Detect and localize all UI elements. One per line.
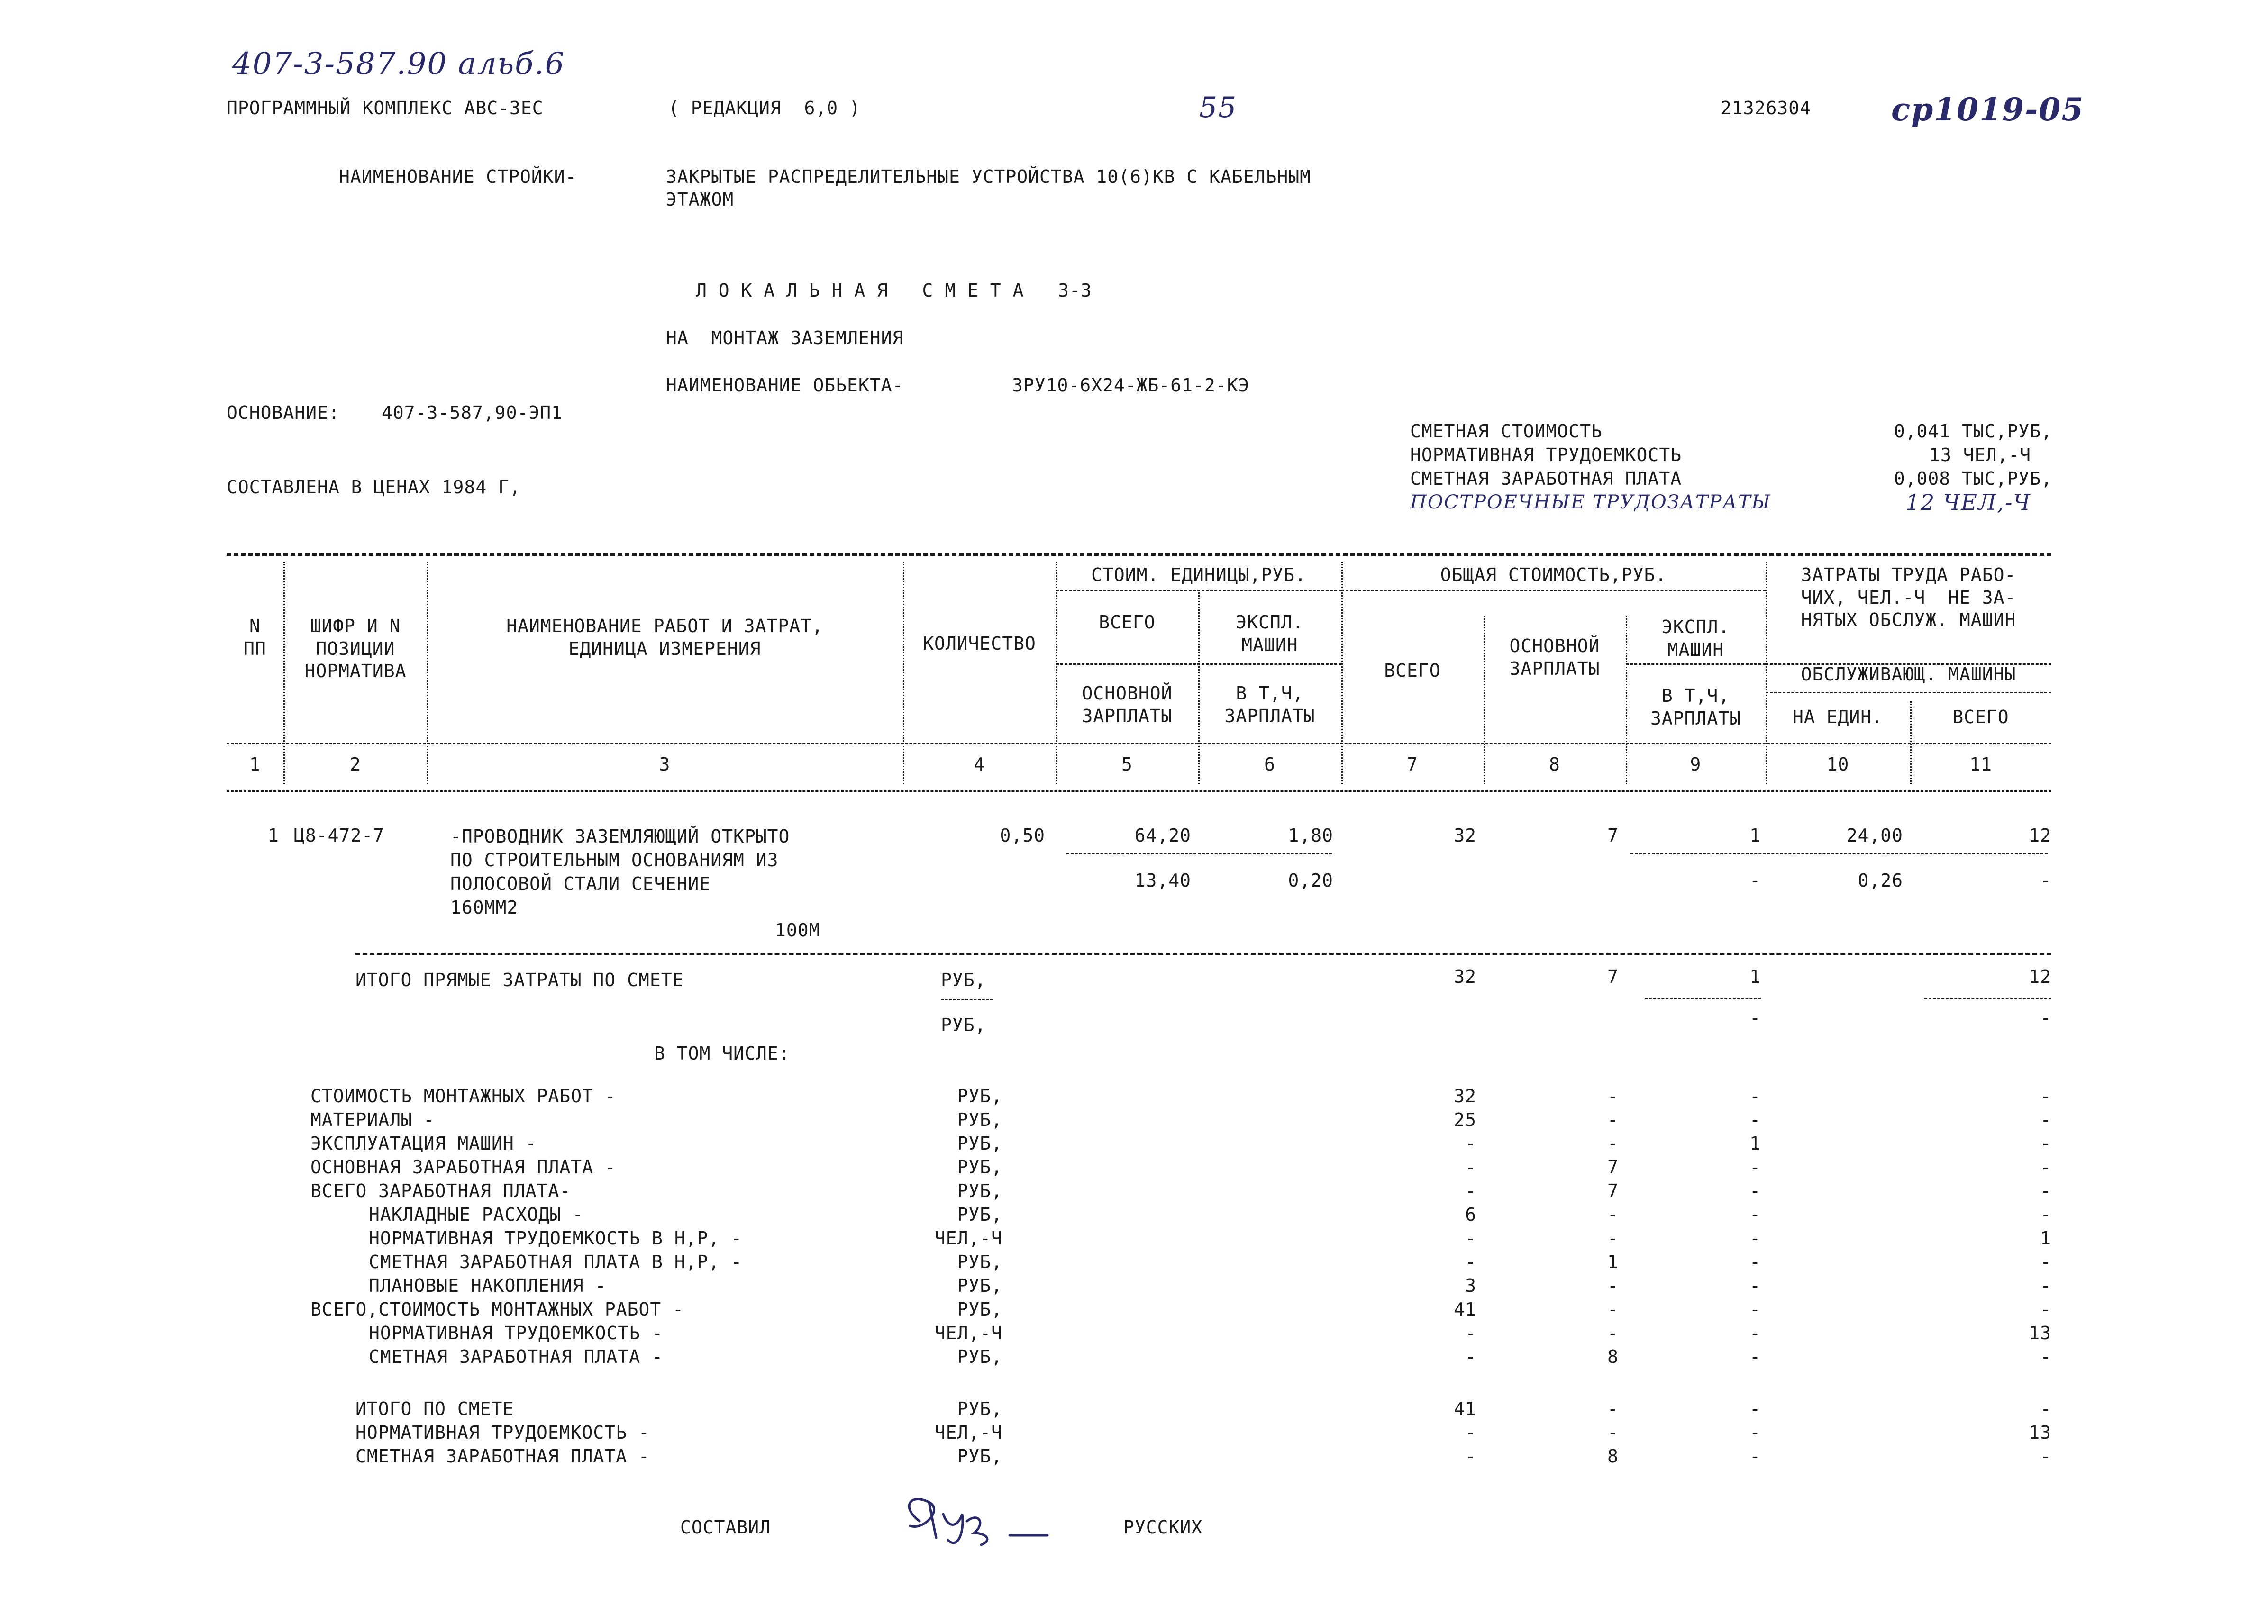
table-header-bottom-rule bbox=[227, 743, 2051, 744]
summary-labor-value: 13 ЧЕЛ,-Ч bbox=[1929, 445, 2031, 465]
col-header-unit-wage: ОСНОВНОЙ ЗАРПЛАТЫ bbox=[1082, 683, 1173, 726]
group-header-total-cost: ОБЩАЯ СТОИМОСТЬ,РУБ. bbox=[1440, 564, 1667, 585]
col-header-total-machine-wage: В Т,Ч, ЗАРПЛАТЫ bbox=[1650, 685, 1741, 729]
row-total: 32 bbox=[1454, 825, 1476, 846]
direct-total-label: ИТОГО ПРЯМЫЕ ЗАТРАТЫ ПО СМЕТЕ bbox=[355, 970, 684, 990]
breakdown-labor: 13 bbox=[2029, 1323, 2051, 1343]
construction-label: НАИМЕНОВАНИЕ СТРОЙКИ- bbox=[339, 166, 577, 187]
column-number: 4 bbox=[974, 754, 985, 775]
breakdown-wage: - bbox=[1607, 1086, 1619, 1107]
breakdown-total: 3 bbox=[1465, 1275, 1476, 1296]
direct-total-total: 32 bbox=[1454, 966, 1476, 987]
breakdown-label: МАТЕРИАЛЫ - bbox=[310, 1109, 435, 1130]
totals-machines: - bbox=[1749, 1446, 1761, 1467]
header-separator bbox=[903, 562, 904, 784]
column-numbers-bottom-rule bbox=[227, 790, 2051, 792]
prices-year: СОСТАВЛЕНА В ЦЕНАХ 1984 Г, bbox=[227, 477, 521, 498]
breakdown-machines: - bbox=[1749, 1109, 1761, 1130]
column-number: 8 bbox=[1549, 754, 1560, 775]
totals-labor: - bbox=[2040, 1446, 2051, 1467]
breakdown-unit: РУБ, bbox=[957, 1275, 1002, 1296]
page-number: 55 bbox=[1199, 91, 1238, 124]
breakdown-unit: РУБ, bbox=[957, 1346, 1002, 1367]
breakdown-labor: - bbox=[2040, 1133, 2051, 1154]
column-number: 2 bbox=[350, 754, 361, 775]
post-construction-value: 12 ЧЕЛ,-Ч bbox=[1905, 490, 2031, 515]
totals-unit: РУБ, bbox=[957, 1398, 1002, 1419]
totals-label: НОРМАТИВНАЯ ТРУДОЕМКОСТЬ - bbox=[355, 1422, 650, 1443]
summary-wage-value: 0,008 ТЫС,РУБ, bbox=[1894, 468, 2052, 489]
breakdown-total: - bbox=[1465, 1228, 1476, 1249]
compiled-by-label: СОСТАВИЛ bbox=[680, 1517, 771, 1538]
row-unit-wage: 13,40 bbox=[1134, 870, 1191, 891]
totals-total: - bbox=[1465, 1422, 1476, 1443]
breakdown-labor: - bbox=[2040, 1275, 2051, 1296]
col-header-qty: КОЛИЧЕСТВО bbox=[923, 633, 1036, 654]
breakdown-label: ОСНОВНАЯ ЗАРАБОТНАЯ ПЛАТА - bbox=[310, 1157, 616, 1178]
breakdown-total: - bbox=[1465, 1157, 1476, 1178]
totals-labor: - bbox=[2040, 1398, 2051, 1419]
row-code: Ц8-472-7 bbox=[294, 825, 385, 846]
post-construction-label: ПОСТРОЕЧНЫЕ ТРУДОЗАТРАТЫ bbox=[1410, 491, 1771, 513]
summary-cost-label: СМЕТНАЯ СТОИМОСТЬ bbox=[1410, 421, 1603, 442]
header-separator bbox=[427, 562, 428, 784]
breakdown-labor: - bbox=[2040, 1252, 2051, 1272]
column-number: 7 bbox=[1407, 754, 1418, 775]
direct-total-split-rule bbox=[1924, 998, 2051, 999]
breakdown-labor: - bbox=[2040, 1086, 2051, 1107]
breakdown-machines: - bbox=[1749, 1346, 1761, 1367]
breakdown-label: ВСЕГО,СТОИМОСТЬ МОНТАЖНЫХ РАБОТ - bbox=[310, 1299, 684, 1320]
col-header-total-machines: ЭКСПЛ. МАШИН bbox=[1661, 617, 1730, 660]
col-header-code: ШИФР И N ПОЗИЦИИ НОРМАТИВА bbox=[304, 616, 407, 681]
direct-total-machines: 1 bbox=[1749, 966, 1761, 987]
labor-split-rule-2 bbox=[1766, 692, 2051, 693]
breakdown-total: 6 bbox=[1465, 1204, 1476, 1225]
doc-code-handwritten: 407-3-587.90 альб.6 bbox=[232, 46, 565, 82]
breakdown-unit: РУБ, bbox=[957, 1133, 1002, 1154]
totals-wage: - bbox=[1607, 1422, 1619, 1443]
breakdown-total: - bbox=[1465, 1180, 1476, 1201]
direct-total-unit: РУБ, bbox=[941, 970, 986, 990]
totals-machines: - bbox=[1749, 1422, 1761, 1443]
machines-split-rule bbox=[1626, 663, 1766, 665]
col-header-name: НАИМЕНОВАНИЕ РАБОТ И ЗАТРАТ, ЕДИНИЦА ИЗМЕРЕНИЯ bbox=[506, 616, 823, 659]
breakdown-machines: - bbox=[1749, 1180, 1761, 1201]
breakdown-wage: - bbox=[1607, 1299, 1619, 1320]
totals-label: ИТОГО ПО СМЕТЕ bbox=[355, 1398, 514, 1419]
totals-total: 41 bbox=[1454, 1398, 1476, 1419]
labor-subheader: ОБСЛУЖИВАЮЩ. МАШИНЫ bbox=[1801, 664, 2016, 685]
breakdown-unit: ЧЕЛ,-Ч bbox=[934, 1323, 1002, 1343]
row-work-name: -ПРОВОДНИК ЗАЗЕМЛЯЮЩИЙ ОТКРЫТО ПО СТРОИТЕЛЬНЫМ ОСНОВАНИЯМ ИЗ ПОЛОСОВОЙ СТАЛИ СЕЧЕНИЕ 160ММ2 bbox=[450, 826, 790, 918]
row-split-rule bbox=[1066, 853, 1332, 854]
breakdown-wage: - bbox=[1607, 1275, 1619, 1296]
group-header-labor: ЗАТРАТЫ ТРУДА РАБО- ЧИХ, ЧЕЛ.-Ч НЕ ЗА- НЯТЫХ ОБСЛУЖ. МАШИН bbox=[1801, 564, 2016, 630]
breakdown-total: - bbox=[1465, 1346, 1476, 1367]
total-cost-group-rule bbox=[1341, 590, 1766, 591]
totals-labor: 13 bbox=[2029, 1422, 2051, 1443]
breakdown-unit: РУБ, bbox=[957, 1109, 1002, 1130]
breakdown-machines: - bbox=[1749, 1323, 1761, 1343]
direct-total-wage: 7 bbox=[1607, 966, 1619, 987]
column-number: 5 bbox=[1121, 754, 1133, 775]
breakdown-wage: 1 bbox=[1607, 1252, 1619, 1272]
breakdown-total: 25 bbox=[1454, 1109, 1476, 1130]
breakdown-unit: РУБ, bbox=[957, 1204, 1002, 1225]
construction-value: ЗАКРЫТЫЕ РАСПРЕДЕЛИТЕЛЬНЫЕ УСТРОЙСТВА 10(6)КВ С КАБЕЛЬНЫМ bbox=[666, 166, 1312, 187]
breakdown-total: 32 bbox=[1454, 1086, 1476, 1107]
row-number: 1 bbox=[268, 825, 279, 846]
object-label: НАИМЕНОВАНИЕ ОБЬЕКТА- bbox=[666, 375, 904, 396]
direct-total-split-rule bbox=[1645, 998, 1761, 999]
breakdown-label: СТОИМОСТЬ МОНТАЖНЫХ РАБОТ - bbox=[310, 1086, 616, 1107]
col-header-unit-machine-wage: В Т,Ч, ЗАРПЛАТЫ bbox=[1224, 683, 1315, 726]
totals-wage: 8 bbox=[1607, 1446, 1619, 1467]
breakdown-labor: - bbox=[2040, 1299, 2051, 1320]
breakdown-label: СМЕТНАЯ ЗАРАБОТНАЯ ПЛАТА - bbox=[369, 1346, 663, 1367]
breakdown-machines: - bbox=[1749, 1299, 1761, 1320]
totals-wage: - bbox=[1607, 1398, 1619, 1419]
breakdown-wage: - bbox=[1607, 1109, 1619, 1130]
breakdown-wage: - bbox=[1607, 1228, 1619, 1249]
breakdown-total: - bbox=[1465, 1323, 1476, 1343]
col-header-labor-total: ВСЕГО bbox=[1952, 707, 2009, 727]
col-header-labor-unit: НА ЕДИН. bbox=[1792, 707, 1884, 727]
breakdown-labor: - bbox=[2040, 1157, 2051, 1178]
construction-value-cont: ЭТАЖОМ bbox=[666, 189, 734, 210]
stamp-handwritten: ср1019-05 bbox=[1891, 91, 2085, 128]
column-number: 9 bbox=[1690, 754, 1702, 775]
row-labor-unit: 24,00 bbox=[1846, 825, 1903, 846]
breakdown-wage: 7 bbox=[1607, 1157, 1619, 1178]
estimate-title: Л О К А Л Ь Н А Я С М Е Т А 3-3 bbox=[696, 280, 1092, 301]
column-number: 3 bbox=[659, 754, 671, 775]
including-label: В ТОМ ЧИСЛЕ: bbox=[654, 1043, 790, 1064]
basis-label: ОСНОВАНИЕ: bbox=[227, 402, 340, 423]
row-total-wage: 7 bbox=[1607, 825, 1619, 846]
unit-cost-split-rule bbox=[1056, 663, 1341, 665]
estimate-subtitle: НА МОНТАЖ ЗАЗЕМЛЕНИЯ bbox=[666, 327, 904, 348]
col-header-unit-total: ВСЕГО bbox=[1099, 612, 1156, 633]
breakdown-total: 41 bbox=[1454, 1299, 1476, 1320]
breakdown-wage: - bbox=[1607, 1204, 1619, 1225]
row-unit-machine-wage: 0,20 bbox=[1288, 870, 1333, 891]
row-unit: 100М bbox=[775, 920, 820, 941]
breakdown-unit: ЧЕЛ,-Ч bbox=[934, 1228, 1002, 1249]
column-number: 6 bbox=[1264, 754, 1275, 775]
header-separator bbox=[1056, 562, 1057, 784]
table-top-rule bbox=[227, 553, 2051, 556]
direct-total-labor: 12 bbox=[2029, 966, 2051, 987]
breakdown-labor: - bbox=[2040, 1204, 2051, 1225]
breakdown-machines: - bbox=[1749, 1086, 1761, 1107]
row-labor-unit-machines: 0,26 bbox=[1858, 870, 1903, 891]
totals-label: СМЕТНАЯ ЗАРАБОТНАЯ ПЛАТА - bbox=[355, 1446, 650, 1467]
breakdown-labor: - bbox=[2040, 1346, 2051, 1367]
summary-labor-label: НОРМАТИВНАЯ ТРУДОЕМКОСТЬ bbox=[1410, 445, 1682, 465]
breakdown-total: - bbox=[1465, 1133, 1476, 1154]
direct-total-labor-machines: - bbox=[2040, 1007, 2051, 1028]
breakdown-wage: 8 bbox=[1607, 1346, 1619, 1367]
breakdown-wage: - bbox=[1607, 1323, 1619, 1343]
breakdown-label: НОРМАТИВНАЯ ТРУДОЕМКОСТЬ - bbox=[369, 1323, 663, 1343]
row-unit-machines: 1,80 bbox=[1288, 825, 1333, 846]
breakdown-machines: - bbox=[1749, 1204, 1761, 1225]
breakdown-label: ПЛАНОВЫЕ НАКОПЛЕНИЯ - bbox=[369, 1275, 607, 1296]
breakdown-wage: 7 bbox=[1607, 1180, 1619, 1201]
breakdown-unit: РУБ, bbox=[957, 1180, 1002, 1201]
group-header-unit-cost: СТОИМ. ЕДИНИЦЫ,РУБ. bbox=[1091, 564, 1306, 585]
totals-total: - bbox=[1465, 1446, 1476, 1467]
breakdown-machines: - bbox=[1749, 1275, 1761, 1296]
row-quantity: 0,50 bbox=[1000, 825, 1045, 846]
compiled-by-name: РУССКИХ bbox=[1123, 1517, 1203, 1538]
breakdown-machines: 1 bbox=[1749, 1133, 1761, 1154]
col-header-total-wage: ОСНОВНОЙ ЗАРПЛАТЫ bbox=[1509, 635, 1600, 679]
breakdown-labor: 1 bbox=[2040, 1228, 2051, 1249]
row-labor-total-machines: - bbox=[2040, 870, 2051, 891]
direct-total-top-rule bbox=[355, 953, 2051, 955]
breakdown-label: НОРМАТИВНАЯ ТРУДОЕМКОСТЬ В Н,Р, - bbox=[369, 1228, 742, 1249]
breakdown-label: НАКЛАДНЫЕ РАСХОДЫ - bbox=[369, 1204, 584, 1225]
breakdown-labor: - bbox=[2040, 1109, 2051, 1130]
totals-machines: - bbox=[1749, 1398, 1761, 1419]
col-header-unit-machines: ЭКСПЛ. МАШИН bbox=[1236, 612, 1304, 655]
summary-wage-label: СМЕТНАЯ ЗАРАБОТНАЯ ПЛАТА bbox=[1410, 468, 1682, 489]
program-edition: ( РЕДАКЦИЯ 6,0 ) bbox=[668, 98, 861, 118]
direct-total-split-rule bbox=[941, 999, 993, 1000]
breakdown-machines: - bbox=[1749, 1157, 1761, 1178]
basis-value: 407-3-587,90-ЭП1 bbox=[382, 402, 563, 423]
program-name: ПРОГРАММНЫЙ КОМПЛЕКС АВС-3ЕС bbox=[227, 98, 544, 118]
breakdown-unit: РУБ, bbox=[957, 1299, 1002, 1320]
row-labor-total: 12 bbox=[2029, 825, 2051, 846]
summary-cost-value: 0,041 ТЫС,РУБ, bbox=[1894, 421, 2052, 442]
column-number: 11 bbox=[1969, 754, 1992, 775]
row-unit-total: 64,20 bbox=[1134, 825, 1191, 846]
totals-unit: РУБ, bbox=[957, 1446, 1002, 1467]
col-header-total: ВСЕГО bbox=[1384, 660, 1441, 681]
totals-unit: ЧЕЛ,-Ч bbox=[934, 1422, 1002, 1443]
object-value: ЗРУ10-6Х24-ЖБ-61-2-КЭ bbox=[1012, 375, 1250, 396]
breakdown-machines: - bbox=[1749, 1252, 1761, 1272]
breakdown-total: - bbox=[1465, 1252, 1476, 1272]
direct-total-machine-wage: - bbox=[1749, 1007, 1761, 1028]
row-split-rule bbox=[1630, 853, 2048, 854]
column-number: 1 bbox=[249, 754, 261, 775]
direct-total-unit-2: РУБ, bbox=[941, 1015, 986, 1035]
signature bbox=[891, 1488, 1071, 1554]
breakdown-unit: РУБ, bbox=[957, 1157, 1002, 1178]
column-number: 10 bbox=[1826, 754, 1849, 775]
breakdown-labor: - bbox=[2040, 1180, 2051, 1201]
breakdown-label: ЭКСПЛУАТАЦИЯ МАШИН - bbox=[310, 1133, 537, 1154]
row-total-machines: 1 bbox=[1749, 825, 1761, 846]
document-code: 21326304 bbox=[1721, 98, 1812, 118]
breakdown-unit: РУБ, bbox=[957, 1252, 1002, 1272]
breakdown-wage: - bbox=[1607, 1133, 1619, 1154]
breakdown-label: СМЕТНАЯ ЗАРАБОТНАЯ ПЛАТА В Н,Р, - bbox=[369, 1252, 742, 1272]
row-total-machine-wage: - bbox=[1749, 870, 1761, 891]
col-header-n: N ПП bbox=[244, 616, 266, 659]
breakdown-unit: РУБ, bbox=[957, 1086, 1002, 1107]
breakdown-machines: - bbox=[1749, 1228, 1761, 1249]
unit-cost-group-rule bbox=[1056, 590, 1341, 591]
breakdown-label: ВСЕГО ЗАРАБОТНАЯ ПЛАТА- bbox=[310, 1180, 571, 1201]
